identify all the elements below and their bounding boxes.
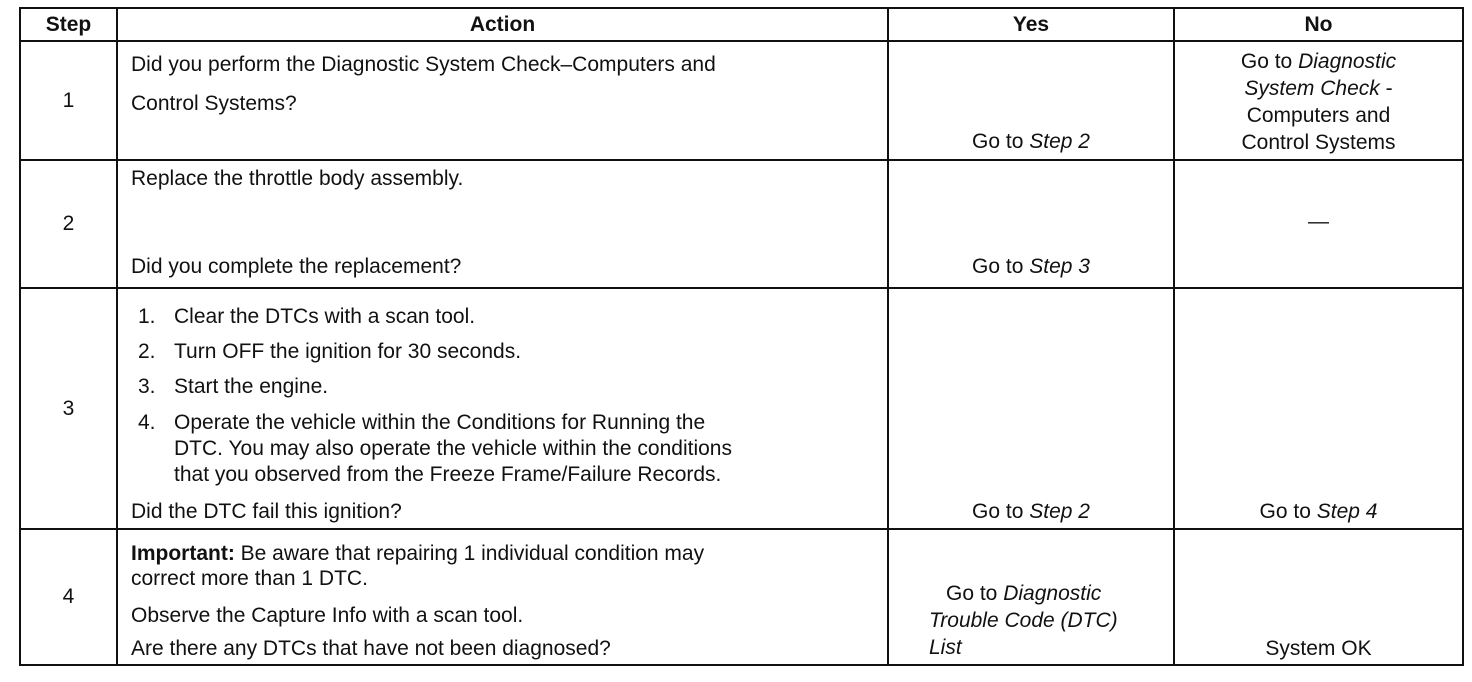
diagnostic-table [19, 7, 1464, 666]
yes-text: Go to Step 2 [972, 130, 1090, 153]
header-step: Step [20, 8, 117, 41]
table-row [20, 288, 1463, 529]
yes-text: Go to Step 3 [972, 255, 1090, 278]
action-question: Are there any DTCs that have not been diagnosed? [131, 637, 611, 660]
table-row [20, 160, 1463, 288]
step-number: 3 [20, 288, 117, 529]
no-text: System OK [1265, 637, 1372, 660]
no-cell [1174, 41, 1463, 160]
dtc-list-link[interactable]: Diagnostic [1003, 582, 1102, 605]
action-text: Did you perform the Diagnostic System Check–Computers and [131, 53, 716, 76]
no-text: Go to Diagnostic System Check - Computers and Control Systems [1240, 50, 1397, 154]
action-text: correct more than 1 DTC. [131, 567, 368, 590]
action-question: Did you complete the replacement? [131, 255, 462, 278]
list-item: 2. Turn OFF the ignition for 30 seconds. [138, 340, 522, 363]
action-cell [117, 160, 888, 288]
yes-cell [888, 288, 1174, 529]
action-cell [117, 529, 888, 665]
step-link[interactable]: Step 4 [1316, 500, 1378, 523]
step-link[interactable]: Step 2 [1029, 130, 1090, 153]
no-text: Go to Step 4 [1259, 500, 1378, 523]
dtc-list-link[interactable]: List [929, 636, 962, 659]
dtc-list-link[interactable]: Trouble Code (DTC) [929, 609, 1118, 632]
step-number: 4 [20, 529, 117, 665]
list-item: 1. Clear the DTCs with a scan tool. [138, 305, 476, 328]
step-link[interactable]: Step 3 [1029, 255, 1090, 278]
important-note: Important: Be aware that repairing 1 individual condition may [131, 542, 705, 565]
action-question: Did the DTC fail this ignition? [131, 500, 402, 523]
header-yes: Yes [888, 8, 1174, 41]
diagnostic-link[interactable]: System Check [1244, 77, 1380, 100]
list-item: 3. Start the engine. [138, 375, 329, 398]
action-cell [117, 41, 888, 160]
header-row [20, 8, 1463, 41]
header-action: Action [117, 8, 888, 41]
step-number: 1 [20, 41, 117, 160]
action-cell [117, 288, 888, 529]
table-row [20, 529, 1463, 665]
action-text: Observe the Capture Info with a scan tool. [131, 604, 524, 627]
step-number: 2 [20, 160, 117, 288]
diagnostic-link[interactable]: Diagnostic [1298, 50, 1397, 73]
yes-text: Go to Step 2 [972, 500, 1090, 523]
no-cell [1174, 529, 1463, 665]
no-cell [1174, 160, 1463, 288]
yes-cell [888, 160, 1174, 288]
step-link[interactable]: Step 2 [1029, 500, 1090, 523]
yes-text: Go to Diagnostic Trouble Code (DTC) List [929, 582, 1118, 659]
action-text: Control Systems? [131, 92, 297, 115]
table-row [20, 41, 1463, 160]
no-dash: — [1308, 210, 1329, 233]
list-item: 4. Operate the vehicle within the Conditions for Running the DTC. You may also operate the vehicle within the conditions that you observed from the Freeze Frame/Failure Records. [138, 411, 732, 486]
diagnostic-table-container [19, 7, 1464, 666]
header-no: No [1174, 8, 1463, 41]
yes-cell [888, 41, 1174, 160]
yes-cell [888, 529, 1174, 665]
action-text: Replace the throttle body assembly. [131, 167, 464, 190]
no-cell [1174, 288, 1463, 529]
